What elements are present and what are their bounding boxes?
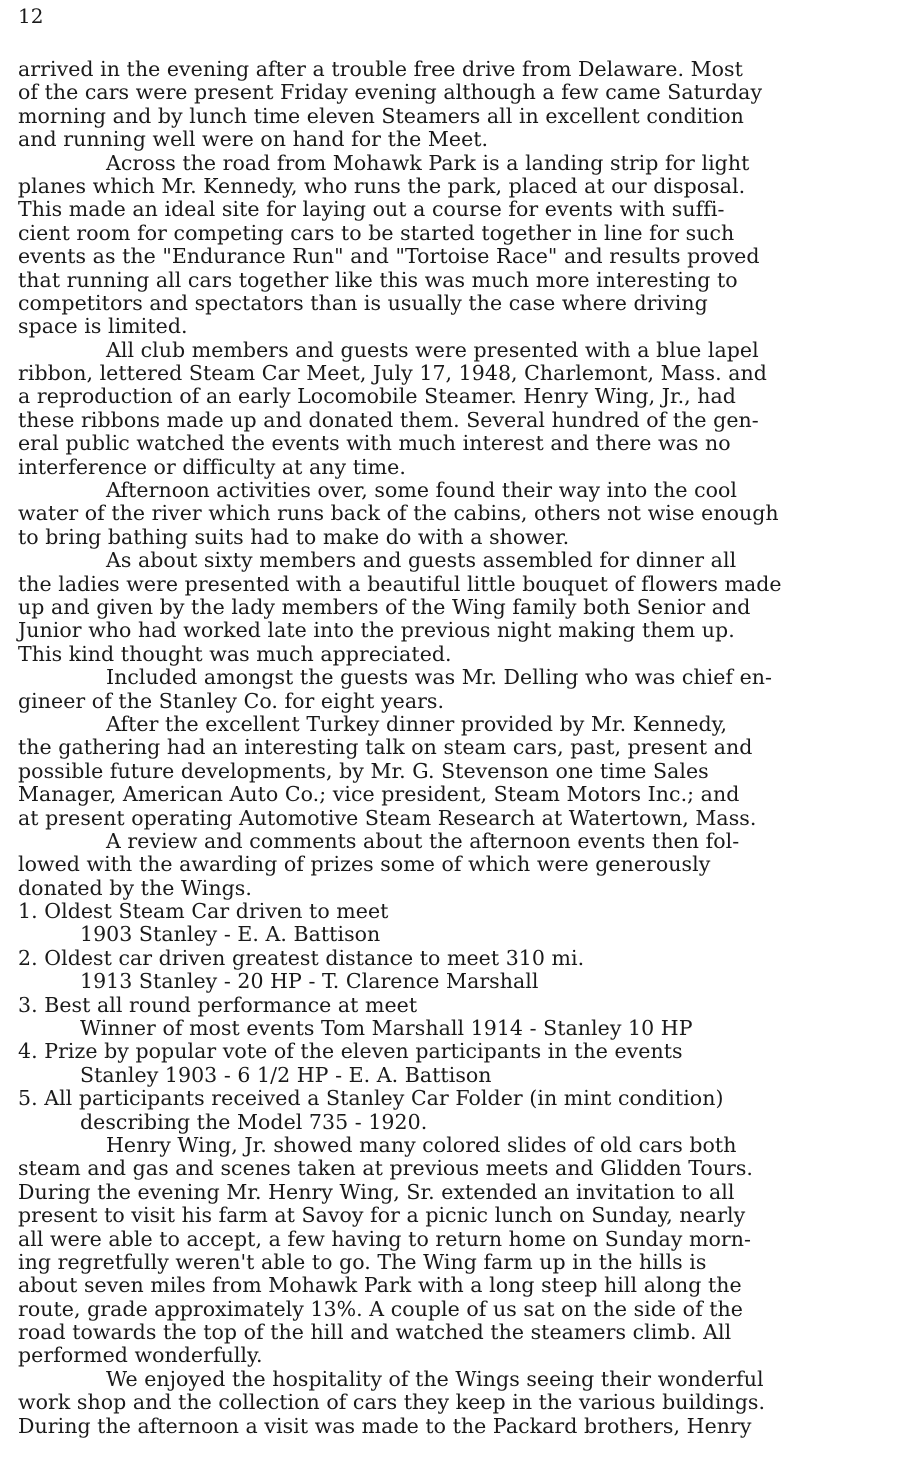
text-line: 2. Oldest car driven greatest distance to meet 310 mi. bbox=[18, 945, 585, 970]
text-line: road towards the top of the hill and watched the steamers climb. All bbox=[18, 1320, 732, 1345]
text-line: about seven miles from Mohawk Park with a long steep hill along the bbox=[18, 1273, 742, 1298]
text-line: arrived in the evening after a trouble free drive from Delaware. Most bbox=[18, 57, 743, 81]
text-line: We enjoyed the hospitality of the Wings seeing their wonderful bbox=[106, 1366, 764, 1391]
text-line: and running well were on hand for the Meet. bbox=[18, 127, 489, 152]
text-line: work shop and the collection of cars they keep in the various buildings. bbox=[18, 1390, 766, 1415]
text-line: lowed with the awarding of prizes some of which were generously bbox=[18, 852, 711, 877]
text-line: planes which Mr. Kennedy, who runs the park, placed at our disposal. bbox=[18, 173, 746, 198]
page-number: 12 bbox=[18, 4, 44, 28]
text-line: gineer of the Stanley Co. for eight years. bbox=[18, 688, 445, 713]
text-line: competitors and spectators than is usually the case where driving bbox=[18, 290, 708, 315]
text-line: A review and comments about the afternoon events then fol- bbox=[106, 828, 740, 853]
text-line: these ribbons made up and donated them. Several hundred of the gen- bbox=[18, 407, 759, 432]
text-line: Manager, American Auto Co.; vice president, Steam Motors Inc.; and bbox=[18, 782, 740, 807]
text-line: 5. All participants received a Stanley Car Folder (in mint condition) bbox=[18, 1086, 724, 1111]
text-line: steam and gas and scenes taken at previous meets and Glidden Tours. bbox=[18, 1156, 754, 1181]
text-line: that running all cars together like this was much more interesting to bbox=[18, 267, 738, 292]
text-line: After the excellent Turkey dinner provided by Mr. Kennedy, bbox=[106, 711, 728, 736]
text-line: Winner of most events Tom Marshall 1914 - Stanley 10 HP bbox=[80, 1016, 693, 1041]
text-line: During the evening Mr. Henry Wing, Sr. extended an invitation to all bbox=[18, 1179, 735, 1204]
text-line: the gathering had an interesting talk on steam cars, past, present and bbox=[18, 735, 753, 760]
text-line: Afternoon activities over, some found their way into the cool bbox=[106, 478, 737, 503]
text-line: All club members and guests were presented with a blue lapel bbox=[106, 337, 759, 362]
text-line: possible future developments, by Mr. G. Stevenson one time Sales bbox=[18, 758, 709, 783]
text-line: a reproduction of an early Locomobile Steamer. Henry Wing, Jr., had bbox=[18, 384, 736, 409]
text-line: 1913 Stanley - 20 HP - T. Clarence Marshall bbox=[80, 969, 539, 994]
text-line: describing the Model 735 - 1920. bbox=[80, 1109, 428, 1134]
text-line: route, grade approximately 13%. A couple of us sat on the side of the bbox=[18, 1296, 743, 1321]
text-line: As about sixty members and guests assembled for dinner all bbox=[106, 548, 737, 573]
text-line: performed wonderfully. bbox=[18, 1343, 263, 1368]
text-line: ribbon, lettered Steam Car Meet, July 17, 1948, Charlemont, Mass. and bbox=[18, 361, 767, 386]
text-line: During the afternoon a visit was made to the Packard brothers, Henry bbox=[18, 1413, 752, 1438]
text-line: events as the "Endurance Run" and "Tortoise Race" and results proved bbox=[18, 244, 760, 269]
text-line: 3. Best all round performance at meet bbox=[18, 992, 418, 1017]
text-line: the ladies were presented with a beautiful little bouquet of flowers made bbox=[18, 571, 782, 596]
text-line: cient room for competing cars to be started together in line for such bbox=[18, 220, 735, 245]
text-line: Henry Wing, Jr. showed many colored slides of old cars both bbox=[106, 1132, 737, 1157]
text-line: interference or difficulty at any time. bbox=[18, 454, 406, 479]
text-line: all were able to accept, a few having to return home on Sunday morn- bbox=[18, 1226, 751, 1251]
text-line: Stanley 1903 - 6 1/2 HP - E. A. Battison bbox=[80, 1062, 492, 1087]
text-line: 4. Prize by popular vote of the eleven participants in the events bbox=[18, 1039, 683, 1064]
text-line: water of the river which runs back of the cabins, others not wise enough bbox=[18, 501, 779, 526]
text-line: 1903 Stanley - E. A. Battison bbox=[80, 922, 381, 947]
text-line: eral public watched the events with much interest and there was no bbox=[18, 431, 731, 456]
text-line: morning and by lunch time eleven Steamers all in excellent condition bbox=[18, 103, 744, 128]
text-line: at present operating Automotive Steam Research at Watertown, Mass. bbox=[18, 805, 757, 830]
text-line: 1. Oldest Steam Car driven to meet bbox=[18, 899, 389, 924]
text-line: ing regretfully weren't able to go. The Wing farm up in the hills is bbox=[18, 1249, 707, 1274]
text-line: space is limited. bbox=[18, 314, 188, 339]
text-line: Included amongst the guests was Mr. Delling who was chief en- bbox=[106, 665, 773, 690]
text-line: to bring bathing suits had to make do with a shower. bbox=[18, 524, 570, 549]
text-line: Junior who had worked late into the previous night making them up. bbox=[18, 618, 735, 643]
body-text bbox=[18, 58, 904, 1438]
text-line: This kind thought was much appreciated. bbox=[18, 641, 452, 666]
text-line: up and given by the lady members of the Wing family both Senior and bbox=[18, 594, 751, 619]
text-line: Across the road from Mohawk Park is a landing strip for light bbox=[106, 150, 750, 175]
text-line: donated by the Wings. bbox=[18, 875, 252, 900]
text-line: This made an ideal site for laying out a course for events with suffi- bbox=[18, 197, 725, 222]
text-line: of the cars were present Friday evening although a few came Saturday bbox=[18, 80, 763, 105]
text-line: present to visit his farm at Savoy for a picnic lunch on Sunday, nearly bbox=[18, 1203, 746, 1228]
